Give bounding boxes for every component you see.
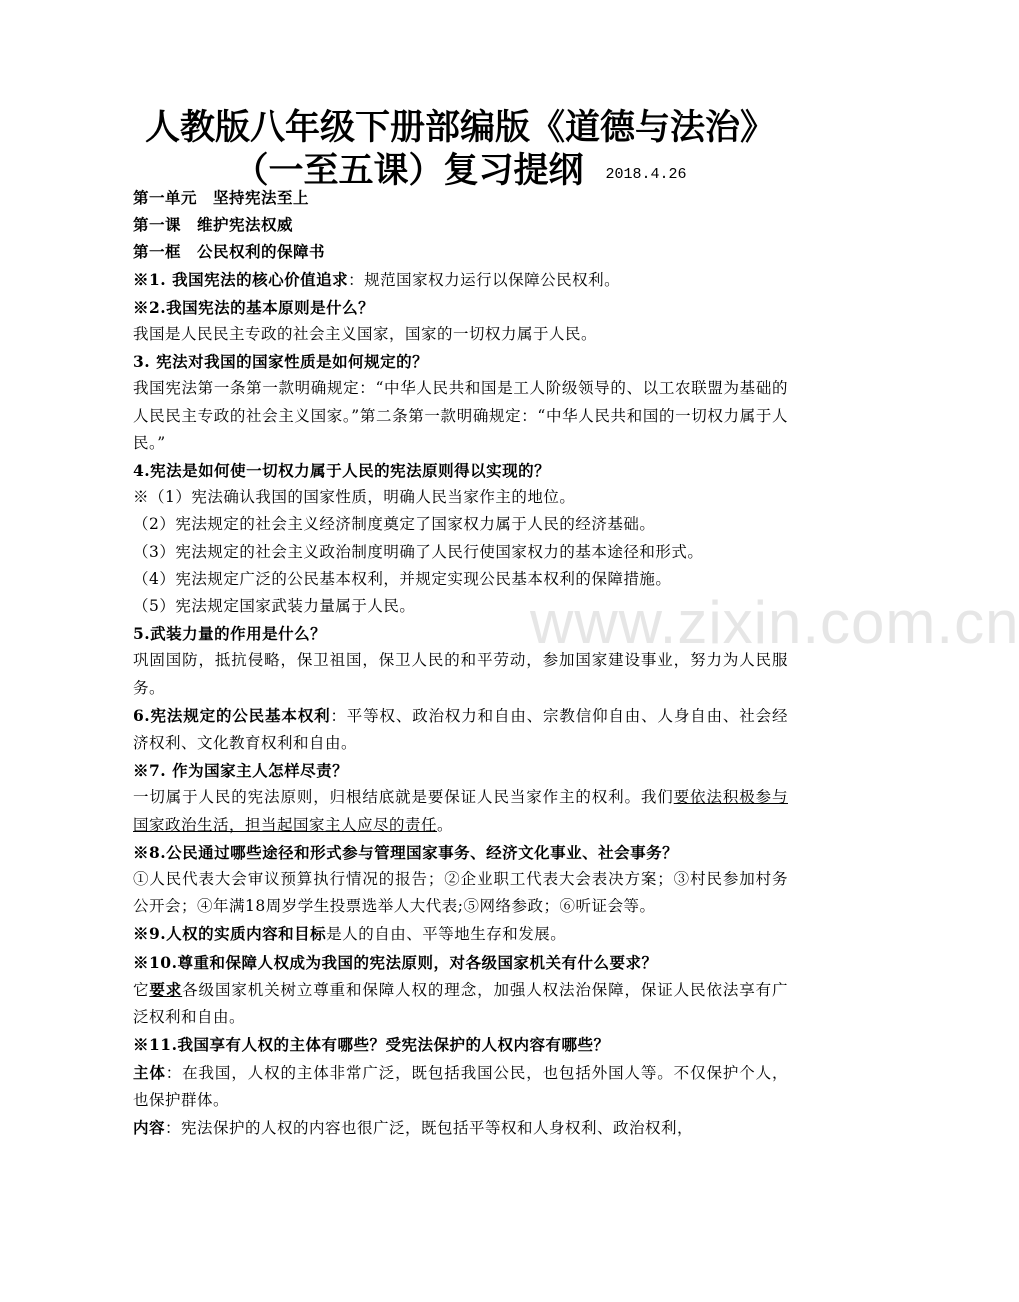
answer-4-item-1: ※（1）宪法确认我国的国家性质，明确人民当家作主的地位。 (133, 488, 576, 507)
question-11: ※11.我国享有人权的主体有哪些？受宪法保护的人权内容有哪些？ (133, 1035, 610, 1055)
frame-heading: 第一框 公民权利的保障书 (133, 242, 326, 262)
answer-11-subject-label: 主体 (133, 1062, 166, 1082)
question-10: ※10.尊重和保障人权成为我国的宪法原则，对各级国家机关有什么要求？ (133, 952, 658, 972)
question-9-answer: 是人的自由、平等地生存和发展。 (326, 925, 567, 944)
answer-7-underlined: 要依法积极参与国家政治生活，担当起国家主人应尽的责任 (133, 788, 788, 834)
question-8: ※8.公民通过哪些途径和形式参与管理国家事务、经济文化事业、社会事务？ (133, 842, 679, 862)
question-3: 3. 宪法对我国的国家性质是如何规定的？ (133, 352, 429, 372)
unit-heading: 第一单元 坚持宪法至上 (133, 188, 310, 207)
question-5: 5.武装力量的作用是什么？ (133, 624, 327, 644)
answer-4-item-5: （5）宪法规定国家武装力量属于人民。 (133, 597, 416, 616)
answer-10-underlined: 要求 (149, 979, 183, 999)
question-9 (133, 920, 788, 948)
watermark: www.zixin.com.cn (530, 589, 1019, 656)
answer-10 (133, 976, 788, 1031)
question-1 (133, 266, 788, 294)
question-7: ※7. 作为国家主人怎样尽责？ (133, 761, 349, 781)
answer-11-subject (133, 1059, 788, 1114)
answer-11-content-label: 内容 (133, 1117, 166, 1137)
question-1-label: ※1. 我国宪法的核心价值追求 (133, 269, 349, 289)
question-9-label: ※9.人权的实质内容和目标 (133, 924, 327, 944)
answer-7-end: 。 (437, 815, 454, 834)
document-body (133, 184, 788, 1142)
answer-7-text: 一切属于人民的宪法原则，归根结底就是要保证人民当家作主的权利。我们 (133, 788, 674, 807)
answer-4-item-2: （2）宪法规定的社会主义经济制度奠定了国家权力属于人民的经济基础。 (133, 515, 656, 534)
question-1-answer: ：规范国家权力运行以保障公民权利。 (348, 270, 621, 289)
document-title: 人教版八年级下册部编版《道德与法治》 (144, 107, 775, 148)
answer-11-subject-text: ：在我国，人权的主体非常广泛，既包括我国公民，也包括外国人等。不仅保护个人，也保护群体。 (133, 1063, 788, 1109)
answer-11-content-text: ：宪法保护的人权的内容也很广泛，既包括平等权和人身权利、政治权利， (165, 1118, 694, 1137)
answer-2: 我国是人民民主专政的社会主义国家，国家的一切权力属于人民。 (133, 325, 598, 344)
answer-5: 巩固国防，抵抗侵略，保卫祖国，保卫人民的和平劳动，参加国家建设事业，努力为人民服务。 (133, 651, 788, 697)
answer-10-text: 它 (133, 980, 150, 999)
answer-3: 我国宪法第一条第一款明确规定：“中华人民共和国是工人阶级领导的、以工农联盟为基础的人民民主专政的社会主义国家。”第二条第一款明确规定：“中华人民共和国的一切权力属于人民。” (133, 379, 788, 452)
answer-4-item-3: （3）宪法规定的社会主义政治制度明确了人民行使国家权力的基本途径和形式。 (133, 542, 704, 561)
answer-8: ①人民代表大会审议预算执行情况的报告；②企业职工代表大会表决方案；③村民参加村务公开会；④年满18周岁学生投票选举人大代表;⑤网络参政；⑥听证会等。 (133, 870, 788, 916)
answer-10-rest: 各级国家机关树立尊重和保障人权的理念，加强人权法治保障，保证人民依法享有广泛权利和自由。 (133, 980, 788, 1027)
answer-4-item-4: （4）宪法规定广泛的公民基本权利，并规定实现公民基本权利的保障措施。 (133, 569, 672, 588)
document-date: 2018.4.26 (605, 166, 687, 183)
answer-7 (133, 784, 788, 838)
question-6-label: 6.宪法规定的公民基本权利 (133, 705, 331, 725)
question-6 (133, 702, 788, 757)
question-6-answer: ：平等权、政治权力和自由、宗教信仰自由、人身自由、社会经济权利、文化教育权利和自由。 (133, 706, 788, 753)
question-2: ※2.我国宪法的基本原则是什么？ (133, 297, 375, 317)
answer-11-content (133, 1114, 788, 1142)
subtitle-text: （一至五课）复习提纲 (233, 150, 584, 191)
lesson-heading: 第一课 维护宪法权威 (133, 215, 294, 235)
question-4: 4.宪法是如何使一切权力属于人民的宪法原则得以实现的？ (133, 461, 551, 481)
